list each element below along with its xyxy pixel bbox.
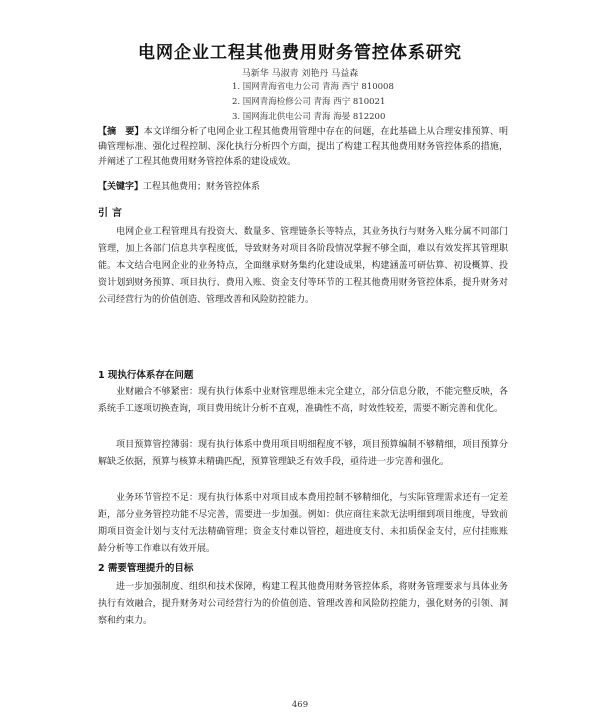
keywords-text: 工程其他费用；财务管控体系 — [143, 182, 261, 192]
section-1-paragraph-2: 项目预算管控薄弱：现有执行体系中费用项目明细程度不够，项目预算编制不够精细，项目预算分解缺乏依据，预算与核算未精确匹配，预算管理缺乏有效手段，亟待进一步完善和强化。 — [98, 440, 508, 467]
paper-title: 电网企业工程其他费用财务管控体系研究 — [138, 43, 462, 63]
intro-paragraph: 电网企业工程管理具有投资大、数量多、管理链条长等特点，其业务执行与财务入账分属不同部门管理，加上各部门信息共享程度低，导致财务对项目各阶段情况掌握不够全面，难以有效发挥其管理职能。本文结合电网企业的业务特点，全面继承财务集约化建设成果，构建涵盖可研估算、初设概算、投资计划到财务预算、项目执行、费用入账、资金支付等环节的工程其他费用财务管控体系，提升财务对公司经营行为的价值创造、管理改善和风险防控能力。 — [98, 227, 508, 305]
page-number: 469 — [291, 700, 309, 710]
keywords-label: 【关键字】 — [98, 182, 144, 192]
section-2-heading: 2 需要管理提升的目标 — [98, 563, 194, 574]
abstract-text: 本文详细分析了电网企业工程其他费用管理中存在的问题，在此基础上从合理安排预算、明确管理标准、强化过程控制、深化执行分析四个方面，提出了构建工程其他费用财务管控体系的措施，并阐述了工程其他费用财务管控体系的建设成效。 — [98, 127, 508, 167]
section-1-paragraph-3: 业务环节管控不足：现有执行体系中对项目成本费用控制不够精细化，与实际管理需求还有一定差距，部分业务管控功能不尽完善，需要进一步加强。例如：供应商往来款无法明细到项目维度，导致前期项目资金计划与支付无法精确管理；资金支付难以管控，超进度支付、未扣质保金支付，应付挂账账龄分析等工作难以有效开展。 — [98, 493, 508, 554]
affiliation-list — [232, 80, 532, 125]
section-1-heading: 1 现执行体系存在问题 — [98, 370, 194, 381]
affiliation-3: 3. 国网海北供电公司 青海 海晏 812200 — [232, 112, 386, 122]
affiliation-1: 1. 国网青海省电力公司 青海 西宁 810008 — [232, 82, 394, 92]
abstract-label: 【摘 要】 — [98, 127, 144, 137]
section-2-paragraph: 进一步加强制度、组织和技术保障，构建工程其他费用财务管控体系，将财务管理要求与具体业务执行有效融合，提升财务对公司经营行为的价值创造、管理改善和风险防控能力，强化财务的引领、洞察和约束力。 — [98, 582, 508, 626]
keywords — [98, 180, 508, 195]
abstract — [98, 125, 508, 170]
section-1-paragraph-1: 业财融合不够紧密：现有执行体系中业财管理思维未完全建立，部分信息分散，不能完整反映，各系统手工逐项切换查询，项目费用统计分析不直观，准确性不高，时效性较差，需要不断完善和优化。 — [98, 387, 508, 414]
author-list: 马新华 马淑青 刘艳丹 马益森 — [241, 69, 359, 79]
intro-heading: 引言 — [98, 208, 126, 219]
affiliation-2: 2. 国网青海检修公司 青海 西宁 810021 — [232, 97, 386, 107]
